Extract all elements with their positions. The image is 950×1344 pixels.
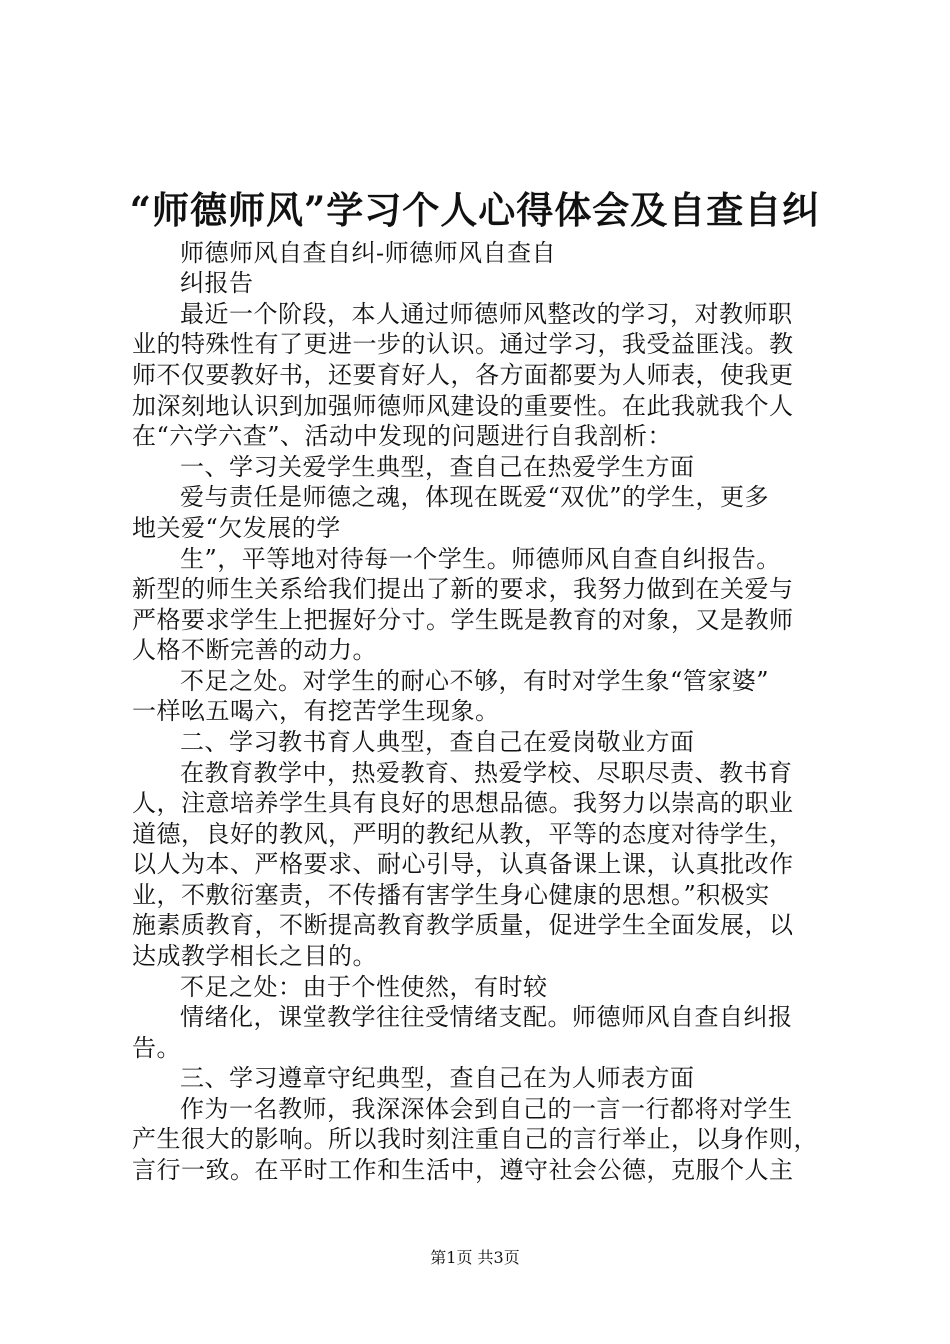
section-heading-1: 一、学习关爱学生典型，查自己在热爱学生方面 <box>180 453 695 481</box>
body-line: 在“六学六查”、活动中发现的问题进行自我剖析： <box>132 422 673 450</box>
body-line: 不足之处。对学生的耐心不够，有时对学生象“管家婆” <box>180 667 770 695</box>
body-line: 作为一名教师，我深深体会到自己的一言一行都将对学生 <box>180 1095 793 1123</box>
body-line: 产生很大的影响。所以我时刻注重自己的言行举止，以身作则， <box>132 1125 818 1153</box>
body-line: 情绪化，课堂教学往往受情绪支配。师德师风自查自纠报 <box>180 1003 793 1031</box>
body-line: 告。 <box>132 1034 181 1062</box>
body-line: 在教育教学中，热爱教育、热爱学校、尽职尽责、教书育 <box>180 759 793 787</box>
body-line: 严格要求学生上把握好分寸。学生既是教育的对象，又是教师 <box>132 606 794 634</box>
body-line: 地关爱“欠发展的学 <box>132 514 341 542</box>
subtitle-line-1: 师德师风自查自纠-师德师风自查自 <box>180 239 557 267</box>
body-line: 不足之处：由于个性使然，有时较 <box>180 973 548 1001</box>
document-title: “师德师风”学习个人心得体会及自查自纠 <box>129 188 821 232</box>
subtitle-line-2: 纠报告 <box>180 269 254 297</box>
section-heading-3: 三、学习遵章守纪典型，查自己在为人师表方面 <box>180 1064 695 1092</box>
body-line: 施素质教育，不断提高教育教学质量，促进学生全面发展，以 <box>132 911 794 939</box>
body-line: 人，注意培养学生具有良好的思想品德。我努力以崇高的职业 <box>132 789 794 817</box>
body-line: 一样吆五喝六，有挖苦学生现象。 <box>132 697 500 725</box>
body-line: 言行一致。在平时工作和生活中，遵守社会公德，克服个人主 <box>132 1156 794 1184</box>
body-line: 最近一个阶段，本人通过师德师风整改的学习，对教师职 <box>180 300 793 328</box>
body-line: 生”，平等地对待每一个学生。师德师风自查自纠报告。 <box>180 545 781 573</box>
body-line: 爱与责任是师德之魂，体现在既爱“双优”的学生，更多 <box>180 483 770 511</box>
body-line: 业的特殊性有了更进一步的认识。通过学习，我受益匪浅。教 <box>132 330 794 358</box>
body-line: 达成教学相长之目的。 <box>132 942 377 970</box>
body-line: 加深刻地认识到加强师德师风建设的重要性。在此我就我个人 <box>132 392 794 420</box>
page-footer: 第1页 共3页 <box>430 1248 520 1267</box>
body-line: 师不仅要教好书，还要育好人，各方面都要为人师表，使我更 <box>132 361 794 389</box>
body-line: 道德，良好的教风，严明的教纪从教，平等的态度对待学生， <box>132 820 794 848</box>
section-heading-2: 二、学习教书育人典型，查自己在爱岗敬业方面 <box>180 728 695 756</box>
body-line: 业，不敷衍塞责，不传播有害学生身心健康的思想。”积极实 <box>132 881 770 909</box>
body-line: 新型的师生关系给我们提出了新的要求，我努力做到在关爱与 <box>132 575 794 603</box>
body-line: 以人为本、严格要求、耐心引导，认真备课上课，认真批改作 <box>132 850 794 878</box>
body-line: 人格不断完善的动力。 <box>132 636 377 664</box>
